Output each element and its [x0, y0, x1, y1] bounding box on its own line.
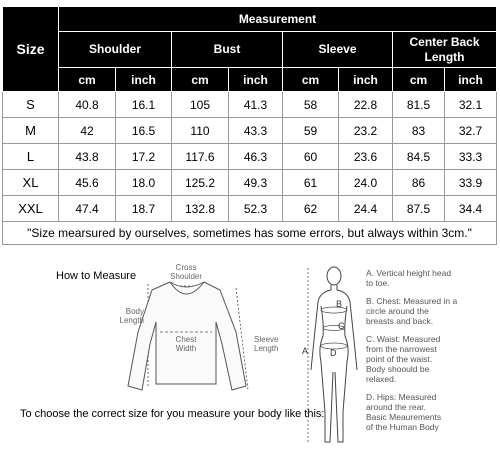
marker-a: A: [302, 346, 309, 356]
value-cell: 33.9: [445, 170, 497, 196]
note-b: B. Chest: Measured in a circle around the breasts and back.: [366, 296, 458, 326]
note-row: [3, 222, 497, 245]
table-row: [3, 170, 497, 196]
value-cell: 45.6: [59, 170, 116, 196]
unit-header: inch: [229, 68, 283, 92]
note-a: A. Vertical height head to toe.: [366, 268, 452, 288]
value-cell: 16.1: [116, 92, 172, 118]
body-length-label: Body: [125, 307, 144, 316]
sleeve-header: Sleeve: [283, 32, 393, 68]
measurement-note: "Size mearsured by ourselves, sometimes has some errors, but always within 3cm.": [3, 222, 497, 245]
bust-header: Bust: [172, 32, 283, 68]
value-cell: 81.5: [393, 92, 445, 118]
unit-header: cm: [283, 68, 339, 92]
table-row: [3, 118, 497, 144]
value-cell: 87.5: [393, 196, 445, 222]
note-c: C. Waist: Measured from the narrowest point of the waist. Body shoould be relaxed.: [366, 334, 441, 384]
measurement-header: Measurement: [59, 7, 497, 32]
value-cell: 86: [393, 170, 445, 196]
garment-diagram: [108, 262, 288, 402]
how-to-measure-title: How to Measure: [56, 270, 137, 282]
value-cell: 59: [283, 118, 339, 144]
value-cell: 24.0: [339, 170, 393, 196]
value-cell: 60: [283, 144, 339, 170]
value-cell: 61: [283, 170, 339, 196]
value-cell: 32.7: [445, 118, 497, 144]
value-cell: 62: [283, 196, 339, 222]
value-cell: 49.3: [229, 170, 283, 196]
size-cell: XL: [3, 170, 59, 196]
size-cell: M: [3, 118, 59, 144]
size-header: Size: [3, 7, 59, 92]
size-table: [2, 6, 497, 245]
unit-header: cm: [172, 68, 229, 92]
value-cell: 46.3: [229, 144, 283, 170]
unit-header: cm: [59, 68, 116, 92]
marker-d: D: [330, 348, 337, 358]
value-cell: 18.7: [116, 196, 172, 222]
value-cell: 42: [59, 118, 116, 144]
value-cell: 23.6: [339, 144, 393, 170]
value-cell: 117.6: [172, 144, 229, 170]
unit-header: inch: [116, 68, 172, 92]
body-length-label: Length: [119, 316, 144, 325]
choose-size-instruction: To choose the correct size for you measure your body like this:: [20, 408, 325, 420]
value-cell: 132.8: [172, 196, 229, 222]
value-cell: 52.3: [229, 196, 283, 222]
center-back-length-header: Center Back Length: [393, 32, 497, 68]
unit-header: inch: [339, 68, 393, 92]
measurement-notes: [366, 268, 496, 436]
body-measurement-diagram: [300, 262, 364, 454]
value-cell: 41.3: [229, 92, 283, 118]
size-cell: XXL: [3, 196, 59, 222]
chest-width-label: Chest: [175, 335, 197, 344]
chest-width-label: Width: [175, 344, 197, 353]
value-cell: 83: [393, 118, 445, 144]
value-cell: 105: [172, 92, 229, 118]
marker-c: C: [338, 321, 345, 331]
value-cell: 43.3: [229, 118, 283, 144]
cross-shoulder-label: Shoulder: [169, 272, 203, 281]
sleeve-length-label: Sleeve: [254, 335, 279, 344]
unit-header: inch: [445, 68, 497, 92]
value-cell: 23.2: [339, 118, 393, 144]
value-cell: 33.3: [445, 144, 497, 170]
cross-shoulder-label: Cross: [175, 263, 197, 272]
value-cell: 43.8: [59, 144, 116, 170]
value-cell: 125.2: [172, 170, 229, 196]
marker-b: B: [336, 299, 343, 309]
value-cell: 110: [172, 118, 229, 144]
value-cell: 22.8: [339, 92, 393, 118]
value-cell: 16.5: [116, 118, 172, 144]
value-cell: 18.0: [116, 170, 172, 196]
table-row: [3, 144, 497, 170]
value-cell: 47.4: [59, 196, 116, 222]
value-cell: 17.2: [116, 144, 172, 170]
value-cell: 58: [283, 92, 339, 118]
size-cell: S: [3, 92, 59, 118]
sleeve-length-label: Length: [254, 344, 279, 353]
size-cell: L: [3, 144, 59, 170]
table-row: [3, 196, 497, 222]
value-cell: 34.4: [445, 196, 497, 222]
table-row: [3, 92, 497, 118]
chest-line: [321, 307, 347, 313]
value-cell: 40.8: [59, 92, 116, 118]
value-cell: 32.1: [445, 92, 497, 118]
value-cell: 24.4: [339, 196, 393, 222]
shoulder-header: Shoulder: [59, 32, 172, 68]
unit-header: cm: [393, 68, 445, 92]
value-cell: 84.5: [393, 144, 445, 170]
note-d: D. Hips: Measured around the rear. Basic Meaurements of the Human Body: [366, 392, 442, 432]
